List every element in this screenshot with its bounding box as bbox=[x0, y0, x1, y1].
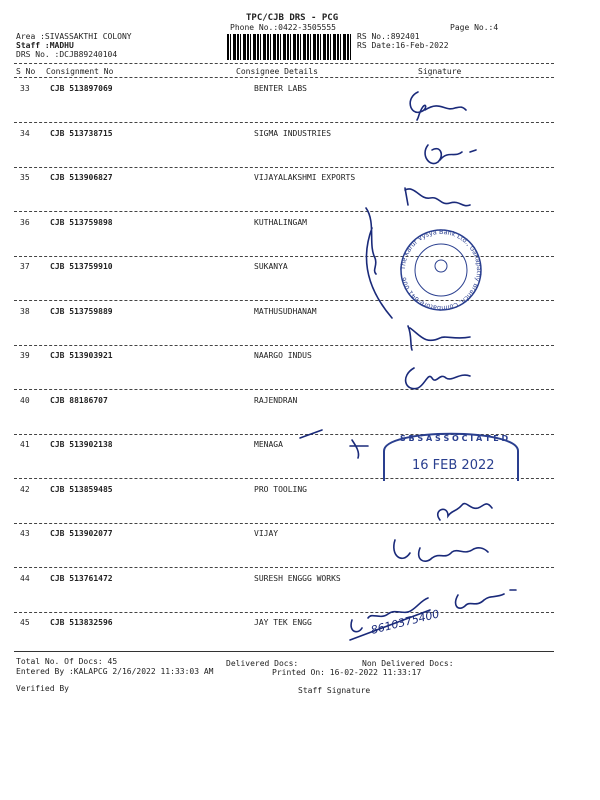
row-consignee: PRO TOOLING bbox=[254, 484, 307, 494]
row-consignment: CJB 513902138 bbox=[50, 440, 113, 449]
col-consignment: Consignment No bbox=[46, 67, 114, 76]
row-sno: 44 bbox=[20, 573, 30, 583]
signature-45 bbox=[456, 590, 516, 608]
staff-label: Staff :MADHU bbox=[16, 41, 74, 50]
date-stamp bbox=[382, 423, 520, 483]
row-consignment: CJB 513832596 bbox=[50, 618, 113, 627]
row-consignee: NAARGO INDUS bbox=[254, 351, 312, 360]
non-delivered-docs: Non Delivered Docs: bbox=[362, 659, 454, 668]
entered-by: Entered By :KALAPCG 2/16/2022 11:33:03 AM bbox=[16, 667, 214, 676]
row-consignment: CJB 513906827 bbox=[50, 173, 113, 182]
row-consignment: CJB 513759889 bbox=[50, 306, 113, 316]
row-consignee: RAJENDRAN bbox=[254, 395, 298, 405]
verified-by: Verified By bbox=[16, 684, 69, 693]
row-consignment: CJB 513897069 bbox=[50, 84, 113, 93]
row-consignee: SURESH ENGGG WORKS bbox=[254, 573, 341, 583]
svg-text:The Karur Vysya Bank Ltd., Gan bbox=[399, 228, 483, 312]
signature-41-mark bbox=[300, 430, 368, 458]
row-sno: 33 bbox=[20, 84, 30, 93]
row-sno: 40 bbox=[20, 395, 30, 405]
row-sno: 38 bbox=[20, 306, 30, 316]
date-stamp-top: S B S A S S O C I A T E D bbox=[400, 434, 509, 443]
delivered-docs: Delivered Docs: bbox=[226, 659, 299, 668]
row-consignment: CJB 513761472 bbox=[50, 573, 113, 583]
printed-on: Printed On: 16-02-2022 11:33:17 bbox=[272, 668, 422, 677]
signature-43 bbox=[438, 504, 492, 520]
row-consignee: KUTHALINGAM bbox=[254, 217, 307, 227]
signature-44 bbox=[394, 540, 488, 561]
col-sno: S No bbox=[16, 67, 36, 76]
row-consignee: MENAGA bbox=[254, 440, 283, 449]
signature-35 bbox=[405, 188, 470, 206]
row-consignment: CJB 513859485 bbox=[50, 484, 113, 494]
row-consignment: CJB 88186707 bbox=[50, 395, 108, 405]
signature-36-scribble bbox=[366, 208, 392, 318]
bank-seal-stamp bbox=[395, 228, 487, 312]
row-consignee: BENTER LABS bbox=[254, 84, 307, 93]
row-sno: 39 bbox=[20, 351, 30, 360]
row-sno: 36 bbox=[20, 217, 30, 227]
row-consignee: SUKANYA bbox=[254, 262, 288, 271]
signature-38 bbox=[408, 326, 470, 350]
footer-divider bbox=[14, 651, 554, 652]
page-number: Page No.:4 bbox=[450, 23, 499, 32]
date-stamp-text: 16 FEB 2022 bbox=[412, 458, 495, 473]
rs-number: RS No.:892401 bbox=[357, 32, 420, 41]
row-consignee: JAY TEK ENGG bbox=[254, 618, 312, 627]
area-label: Area :SIVASSAKTHI COLONY bbox=[16, 32, 132, 41]
row-consignment: CJB 513738715 bbox=[50, 128, 113, 138]
signature-39 bbox=[406, 368, 470, 389]
signature-34 bbox=[425, 145, 476, 164]
staff-signature-label: Staff Signature bbox=[298, 686, 371, 695]
row-consignee: SIGMA INDUSTRIES bbox=[254, 128, 332, 138]
row-sno: 34 bbox=[20, 128, 30, 138]
row-consignment: CJB 513759910 bbox=[50, 262, 113, 271]
document-title: TPC/CJB DRS - PCG bbox=[246, 13, 339, 23]
bank-seal-text: The Karur Vysya Bank Ltd., Ganapathy Branch, Coimbatore-641 006 bbox=[398, 228, 484, 312]
row-consignee: VIJAYALAKSHMI EXPORTS bbox=[254, 173, 356, 182]
row-sno: 41 bbox=[20, 440, 30, 449]
row-sno: 37 bbox=[20, 262, 30, 271]
drs-number: DRS No. :DCJB89240104 bbox=[16, 50, 118, 59]
row-consignment: CJB 513903921 bbox=[50, 351, 113, 360]
row-sno: 35 bbox=[20, 173, 30, 182]
row-sno: 45 bbox=[20, 618, 30, 627]
row-consignee: MATHUSUDHANAM bbox=[254, 306, 317, 316]
row-consignee: VIJAY bbox=[254, 529, 279, 538]
signature-33 bbox=[410, 92, 466, 120]
row-consignment: CJB 513902077 bbox=[50, 529, 113, 538]
handwritten-phone: 8610375400 bbox=[369, 607, 441, 637]
phone-number: Phone No.:0422-3505555 bbox=[230, 23, 336, 32]
row-consignment: CJB 513759898 bbox=[50, 217, 113, 227]
col-signature: Signature bbox=[418, 67, 462, 76]
row-sno: 42 bbox=[20, 484, 30, 494]
col-consignee: Consignee Details bbox=[236, 67, 318, 76]
total-docs: Total No. Of Docs: 45 bbox=[16, 657, 118, 666]
rs-date: RS Date:16-Feb-2022 bbox=[357, 41, 449, 50]
row-sno: 43 bbox=[20, 529, 30, 538]
